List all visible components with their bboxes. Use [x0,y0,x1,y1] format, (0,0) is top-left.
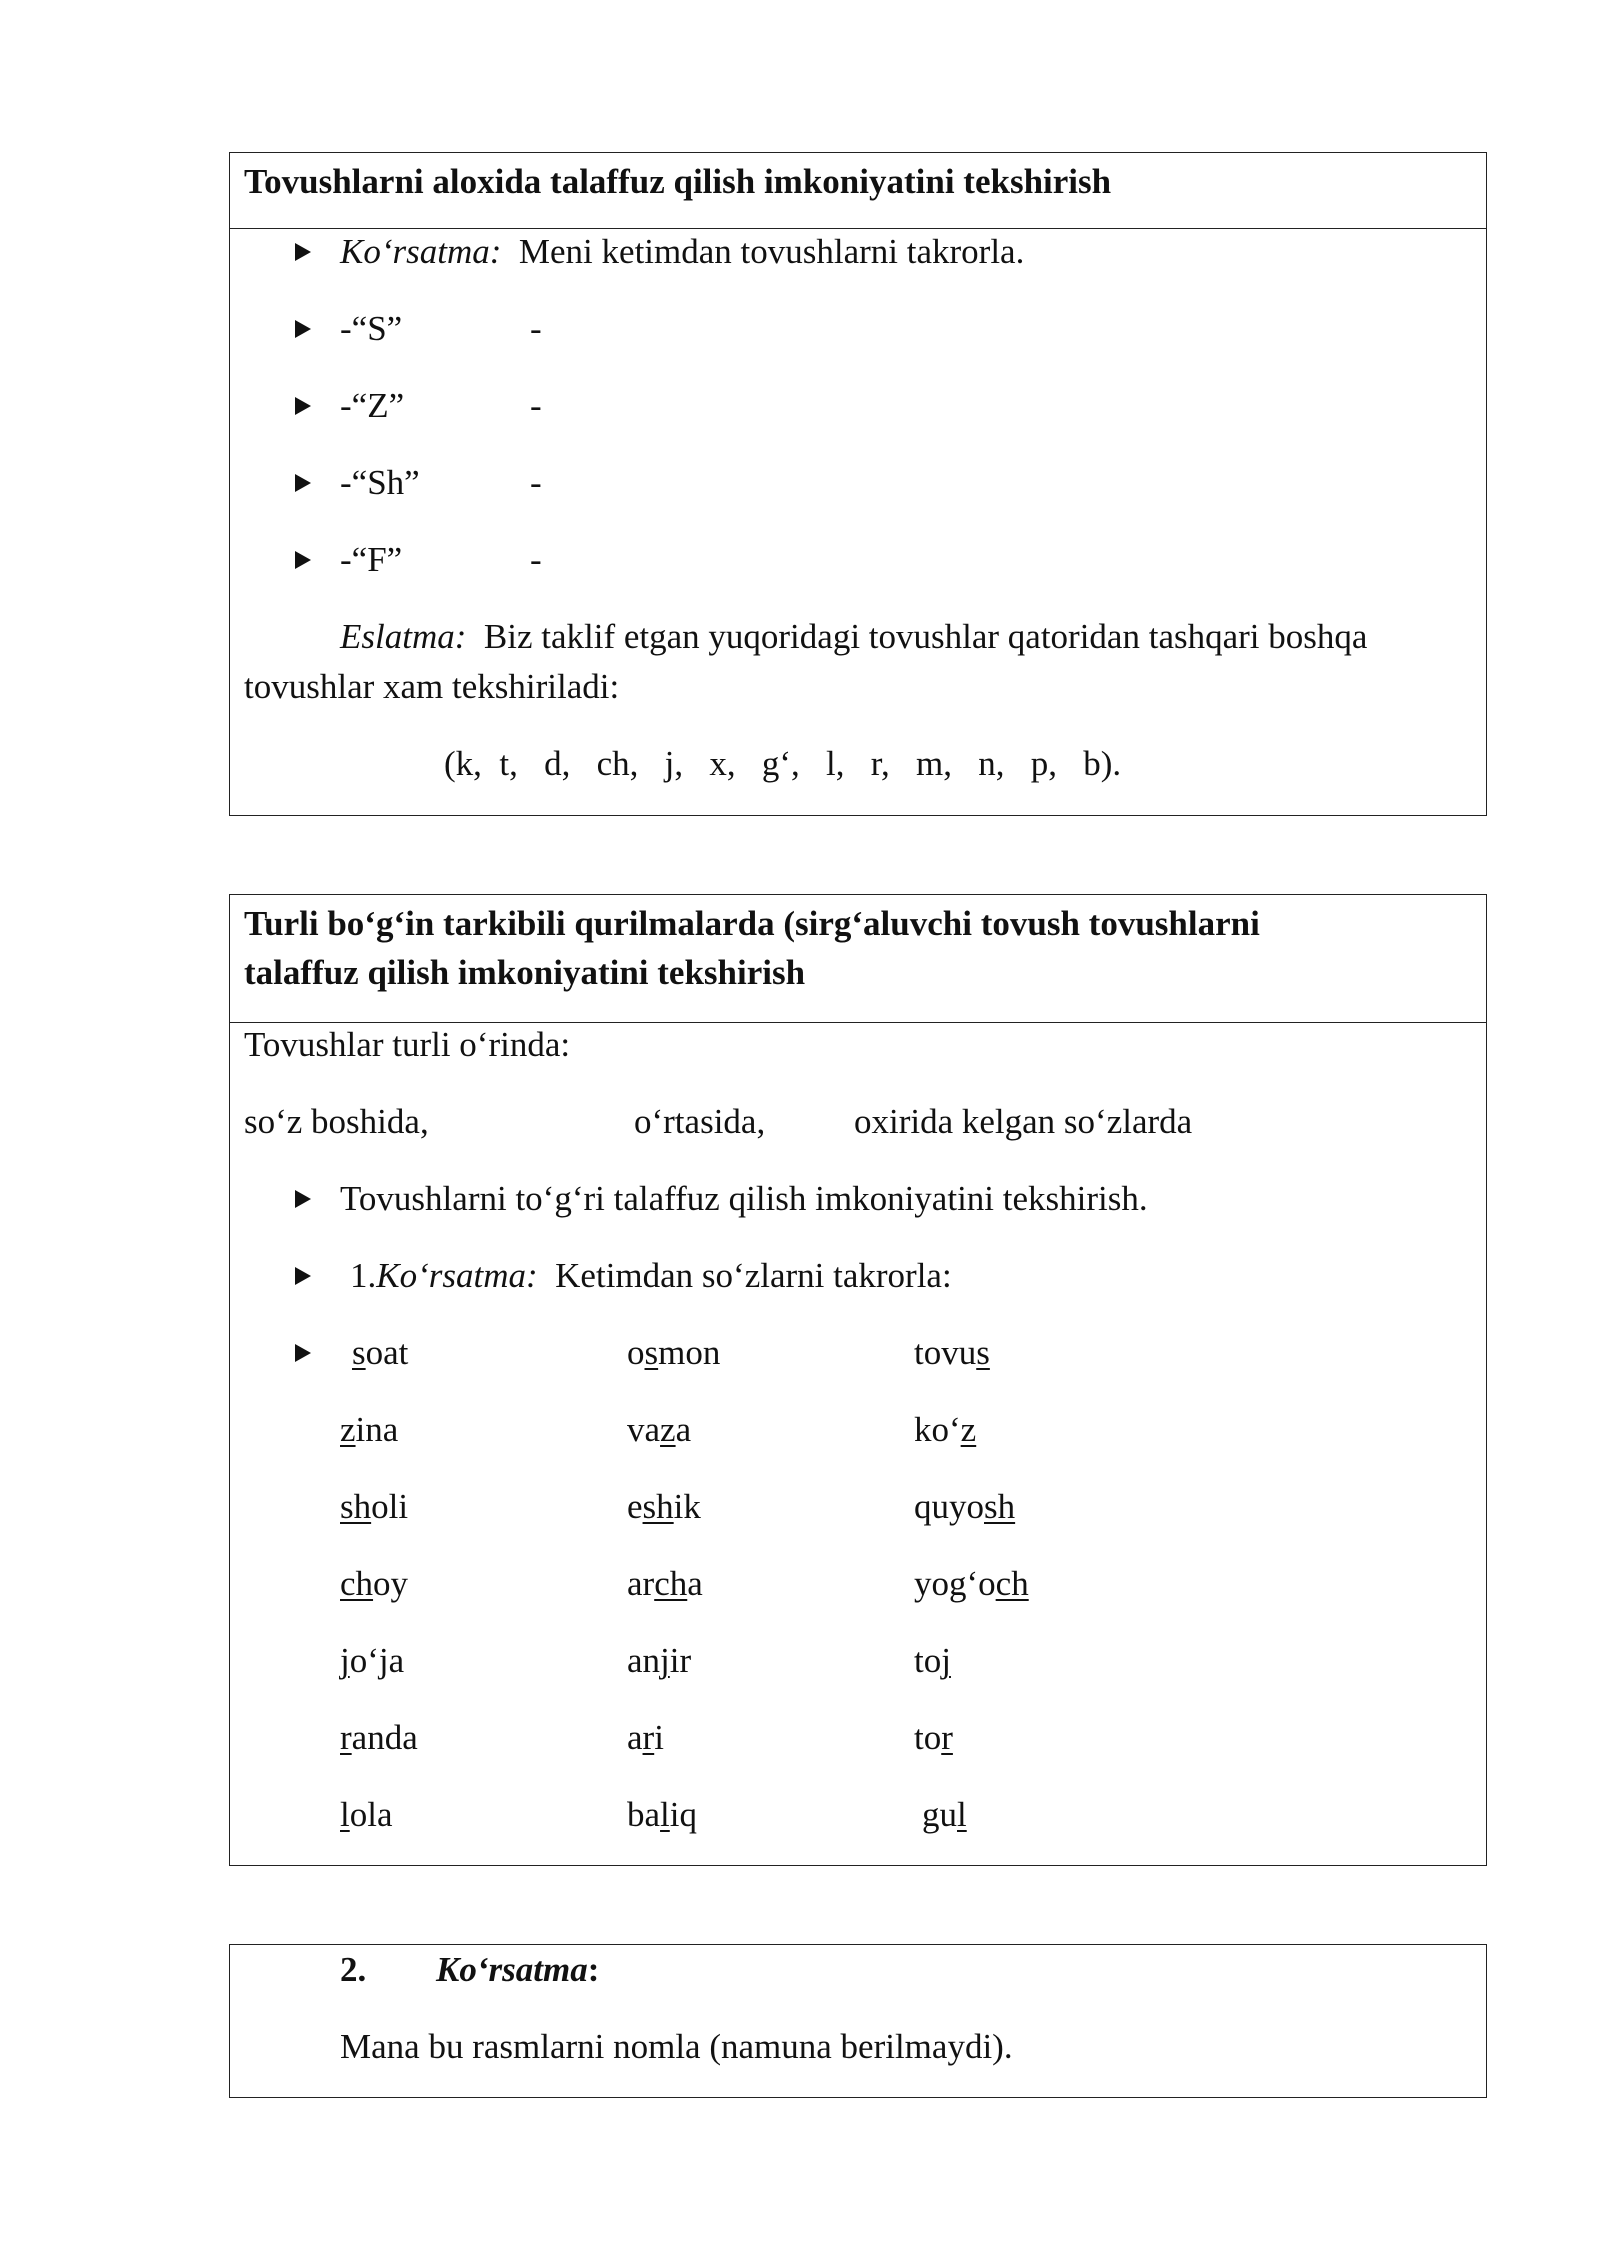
target-sound: j [941,1641,951,1680]
instruction-text: Ketimdan so‘zlarni takrorla: [555,1256,952,1295]
position-end: oxirida kelgan so‘zlarda [854,1102,1193,1141]
word-item: sholi [340,1487,409,1526]
instruction-text: Mana bu rasmlarni nomla (namuna berilmaydi). [340,2027,1013,2066]
target-sound: z [340,1410,356,1449]
instruction-number: 1. [350,1256,377,1295]
sound-item-dash: - [530,463,542,502]
sound-item: -“S” [340,309,403,348]
bullet-icon [295,551,311,569]
note-line [340,617,1367,657]
position-start: so‘z boshida, [244,1102,429,1141]
bullet-icon [295,474,311,492]
target-sound: s [976,1333,990,1372]
word-item: toj [914,1641,951,1680]
word-item: ko‘z [914,1410,977,1449]
target-sound: s [352,1333,366,1372]
word-item: anjir [627,1641,692,1680]
target-sound: s [644,1333,659,1372]
bullet-icon [295,1344,311,1362]
word-item: tor [914,1718,953,1757]
target-sound: l [660,1795,670,1834]
instruction-text: Meni ketimdan tovushlarni takrorla. [518,232,1025,271]
check-text: Tovushlarni to‘g‘ri talaffuz qilish imkoniyatini tekshirish. [340,1179,1148,1218]
positions-intro: Tovushlar turli o‘rinda: [244,1025,571,1064]
target-sound: ch [995,1564,1029,1603]
instruction-line [340,232,1024,272]
note-label: Eslatma: [340,617,467,656]
bullet-icon [295,1267,311,1285]
target-sound: sh [642,1487,674,1526]
word-item: gul [922,1795,967,1834]
target-sound: ch [654,1564,688,1603]
target-sound: z [960,1410,977,1449]
word-item: lola [340,1795,393,1834]
word-item: archa [627,1564,703,1603]
section-name-pictures [229,1944,1487,2098]
sound-item: -“F” [340,540,403,579]
bullet-icon [295,397,311,415]
word-item: soat [352,1333,409,1372]
instruction-label: Ko‘rsatma: [376,1256,538,1295]
section-title: Tovushlarni aloxida talaffuz qilish imkoniyatini tekshirish [230,153,1486,229]
instruction-label: Ko‘rsatma: [340,232,502,271]
target-sound: ch [340,1564,374,1603]
word-item: tovus [914,1333,990,1372]
target-sound: z [660,1410,676,1449]
word-item: choy [340,1564,409,1603]
note-line-2: tovushlar xam tekshiriladi: [244,667,620,706]
sound-item-dash: - [530,540,542,579]
word-item: quyosh [914,1487,1016,1526]
instruction-label: Ko‘rsatma [436,1950,588,1989]
target-sound: r [642,1718,655,1757]
position-middle: o‘rtasida, [634,1102,766,1141]
word-item: randa [340,1718,418,1757]
word-item: jo‘ja [340,1641,405,1680]
target-sound: l [957,1795,967,1834]
word-item: baliq [627,1795,698,1834]
instruction-heading: Ko‘rsatma: [436,1950,600,1989]
instruction-number: 2. [340,1950,367,1989]
bullet-icon [295,1190,311,1208]
sound-item: -“Z” [340,386,405,425]
target-sound: l [340,1795,350,1834]
bullet-icon [295,243,311,261]
word-item: yog‘och [914,1564,1029,1603]
target-sound: r [340,1718,352,1757]
word-item: ari [627,1718,664,1757]
section-title: Turli bo‘g‘in tarkibili qurilmalarda (sirg‘aluvchi tovush tovushlarni talaffuz qilish imkoniyatini tekshirish [230,895,1486,1023]
word-item: vaza [627,1410,692,1449]
target-sound: sh [984,1487,1016,1526]
word-item: zina [340,1410,399,1449]
note-text: Biz taklif etgan yuqoridagi tovushlar qatoridan tashqari boshqa [483,617,1368,656]
target-sound: r [941,1718,953,1757]
bullet-icon [295,320,311,338]
target-sound: j [660,1641,670,1680]
sound-item-dash: - [530,309,542,348]
sound-item-dash: - [530,386,542,425]
target-sound: j [340,1641,350,1680]
target-sound: sh [340,1487,372,1526]
instruction-line [350,1256,952,1296]
sound-item: -“Sh” [340,463,420,502]
word-item: eshik [627,1487,701,1526]
word-item: osmon [627,1333,721,1372]
sound-list: (k, t, d, ch, j, x, g‘, l, r, m, n, p, b). [444,744,1122,783]
